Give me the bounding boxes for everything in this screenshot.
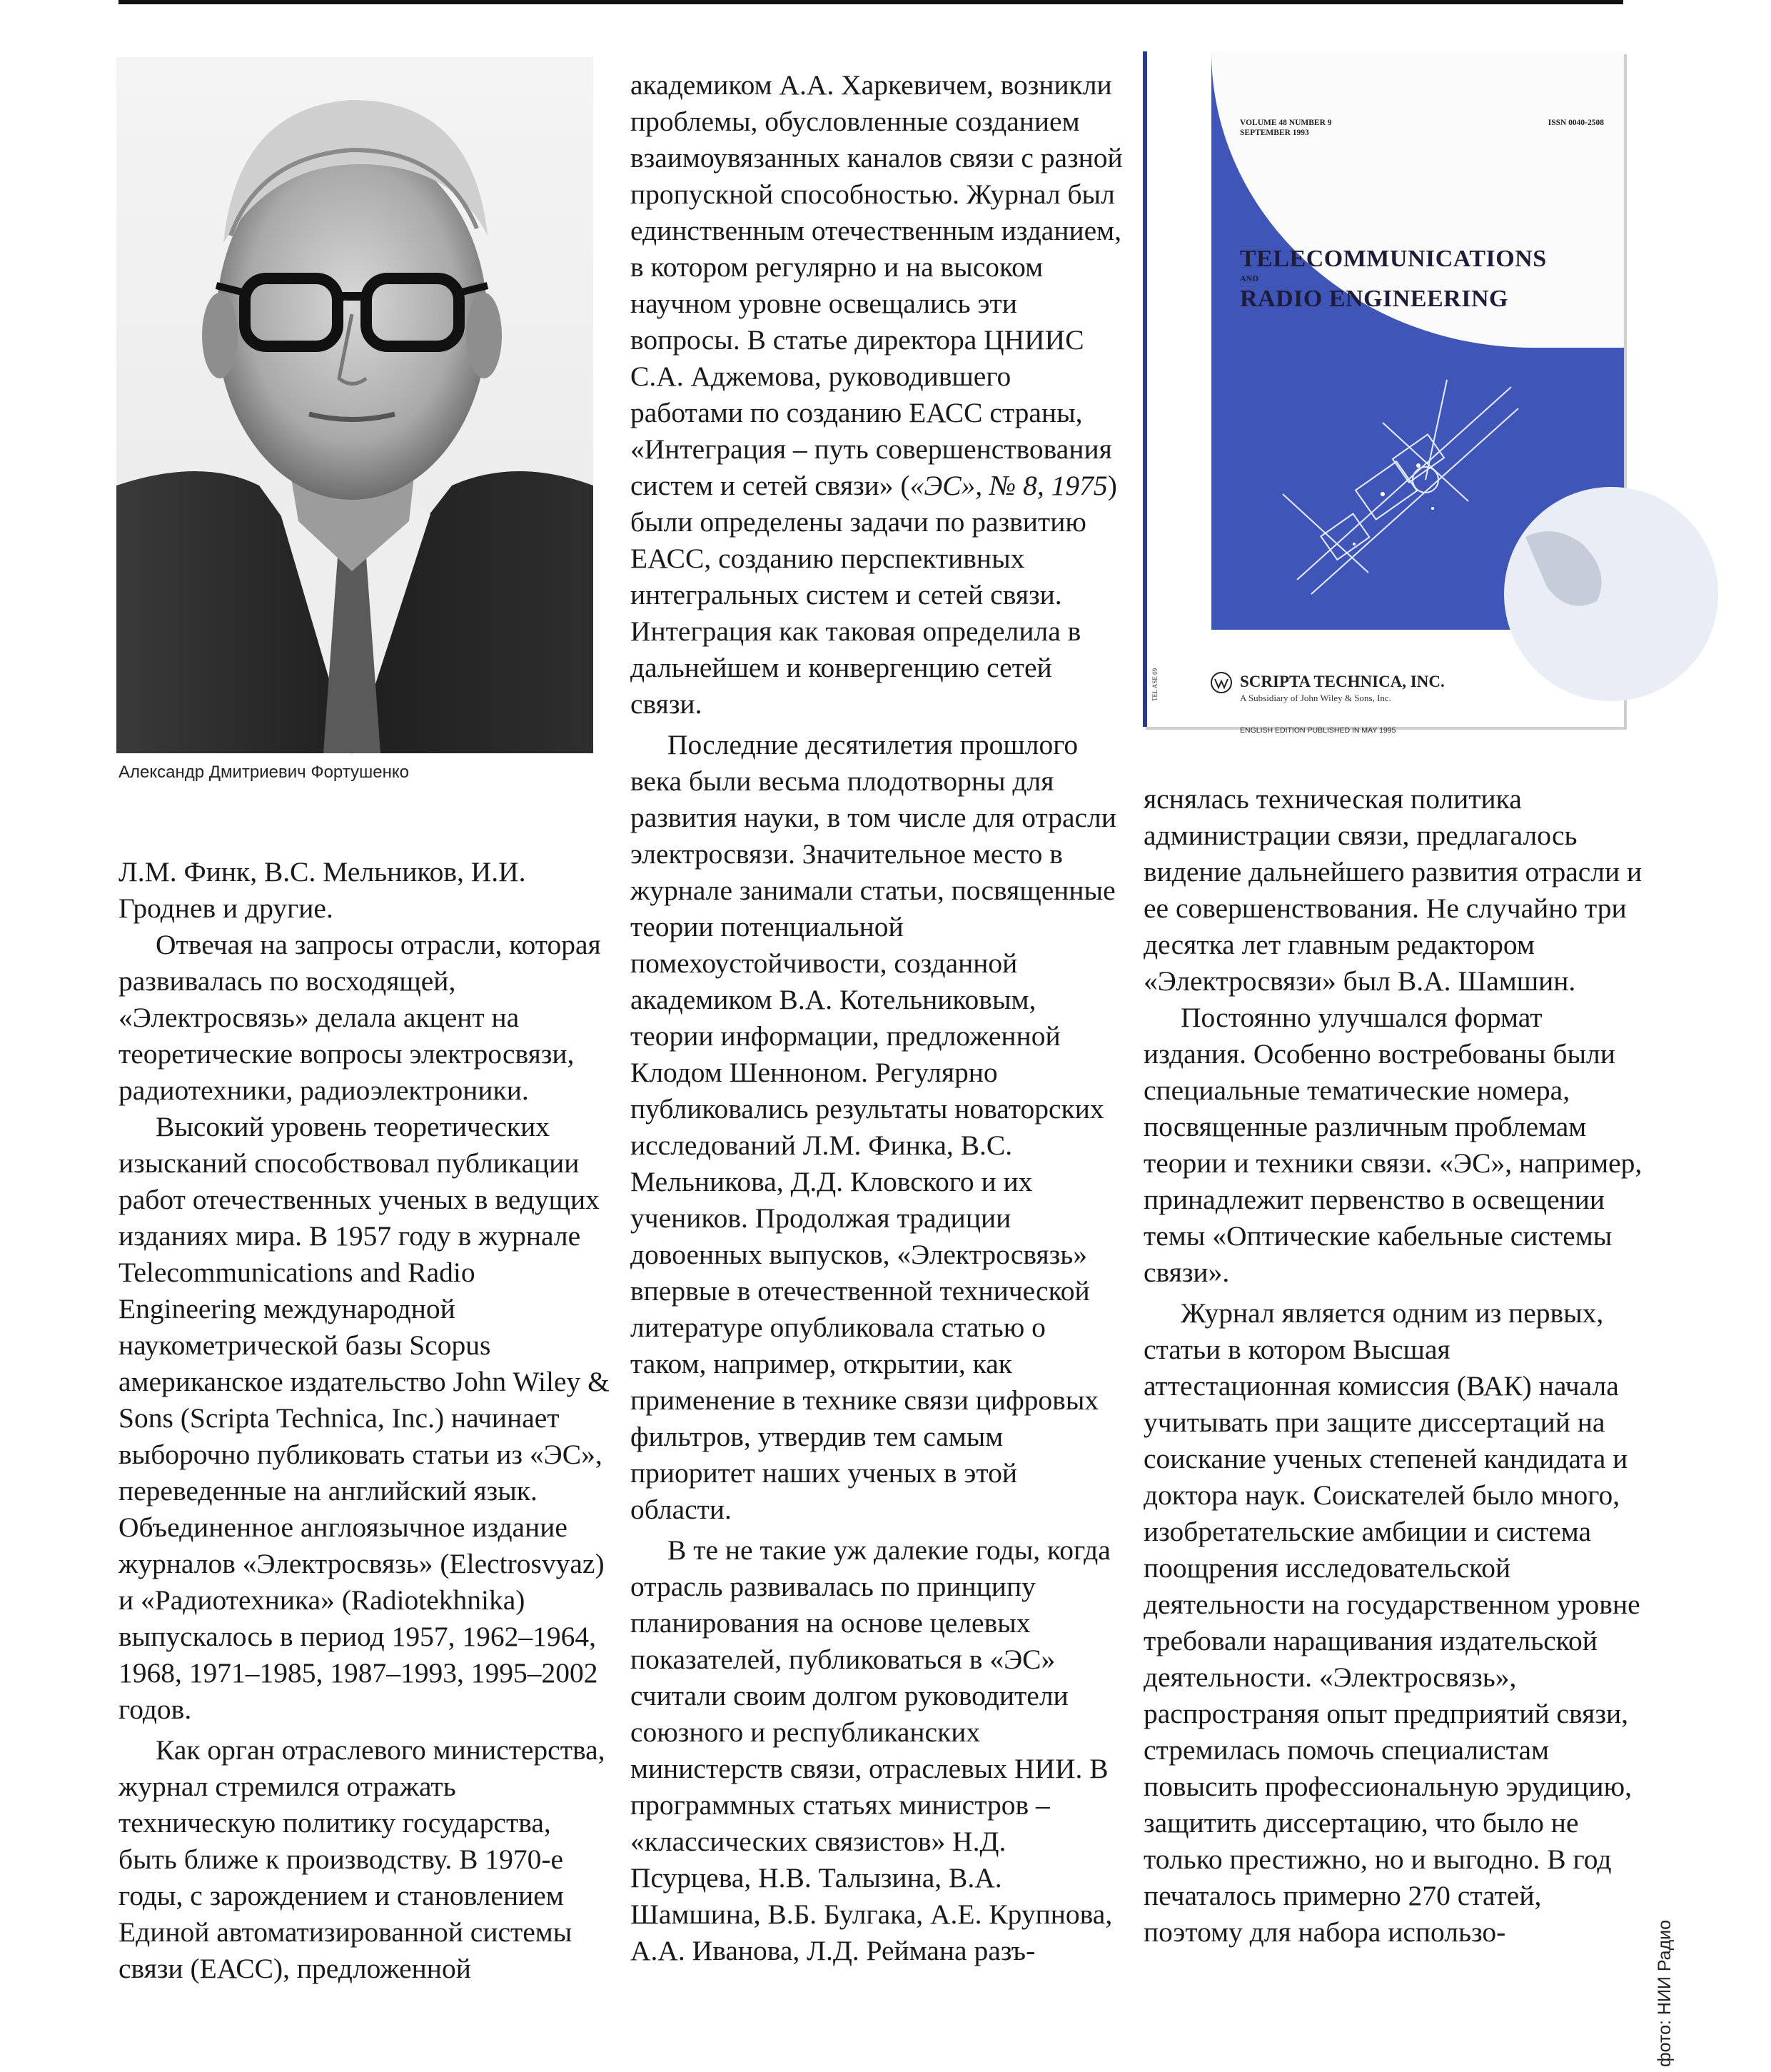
paragraph: яснялась техническая политика администрации связи, предлагалось видение дальнейшего развития отрасли и ее совершенствования. Не случайно три десятка лет главным редактором «Электросвязи» был В.А. Шамшин. [1144,783,1643,997]
paragraph: Отвечая на запросы отрасли, которая развивалась по восходящей, «Электросвязь» делала акцент на теоретические вопросы электросвязи, радиотехники, радиоэлектроники. [118,929,601,1106]
photo-caption: Александр Дмитриевич Фортушенко [118,763,409,782]
journal-cover [1143,51,1624,735]
cover-volume: VOLUME 48 NUMBER 9 [1240,119,1332,127]
paragraph: Последние десятилетия прошлого века были весьма плодотворны для развития науки, в том числе для отрасли электросвязи. Значительное место в журнале занимали статьи, посвященные теории потенциальной помехоустойчивости, созданной академиком В.А. Котельниковым, теории информации, предложенной Клодом Шенноном. Регулярно публиковались результаты новаторских исследований Л.М. Финка, В.С. Мельникова, Д.Д. Кловского и их учеников. Продолжая традиции довоенных выпусков, «Электросвязь» впервые в отечественной технической литературе опубликовала статью о таком, например, открытии, как применение в технике связи цифровых фильтров, утвердив тем самым приоритет наших ученых в этой области. [630,729,1116,1525]
paragraph-text: ) были определены задачи по развитию ЕАСС, созданию перспективных интегральных систем и сетей связи. Интеграция как таковая определила в дальнейшем и конвергенцию сетей связи. [630,470,1117,720]
reference-italic: «ЭС», № 8, 1975 [909,470,1108,501]
paragraph [630,67,1123,723]
top-rule [118,0,1623,4]
paragraph: Журнал является одним из первых, статьи в котором Высшая аттестационная комиссия (ВАК) начала учитывать при защите диссертаций на соискание ученых степеней кандидата и доктора наук. Соискателей было много, изобретательские амбиции и система поощрения исследовательской деятельности на государственном уровне требовали наращивания издательской деятельности. «Электросвязь», распространяя опыт предприятий связи, стремилась помочь специалистам повысить профессиональную эрудицию, защитить диссертацию, что было не только престижно, но и выгодно. В год печаталось примерно 270 статей, поэтому для набора использо- [1144,1297,1640,1948]
cover-publisher: SCRIPTA TECHNICA, INC. [1240,673,1445,690]
cover-title-line2: RADIO ENGINEERING [1240,286,1508,312]
paragraph-text: академиком А.А. Харкевичем, возникли проблемы, обусловленные созданием взаимоувязанных каналов связи с разной пропускной способностью. Журнал был единственным отечественным изданием, в котором регулярно и на высоком научном уровне освещались эти вопросы. В статье директора ЦНИИС С.А. Аджемова, руководившего работами по созданию ЕАСС страны, «Интеграция – путь совершенствования систем и сетей связи» ( [630,69,1123,501]
cover-title-and: AND [1240,273,1258,283]
photo-credit: фото: НИИ Радио [1655,1919,1675,2067]
cover-edition: ENGLISH EDITION PUBLISHED IN MAY 1995 [1240,726,1396,735]
paragraph: В те не такие уж далекие годы, когда отрасль развивалась по принципу планирования на основе целевых показателей, публиковаться в «ЭС» считали своим долгом руководители союзного и республиканских министерств связи, отраслевых НИИ. В программных статьях министров – «классических связистов» Н.Д. Псурцева, Н.В. Талызина, В.А. Шамшина, В.Б. Булгака, А.Е. Крупнова, А.А. Иванова, Л.Д. Реймана разъ- [630,1534,1113,1966]
text-column-3 [1144,781,1643,1951]
text-column-1 [118,854,611,1987]
scripta-logo-icon [1210,671,1233,694]
cover-date: SEPTEMBER 1993 [1240,129,1309,137]
paragraph: Постоянно улучшался формат издания. Особенно востребованы были специальные тематические номера, посвященные различным проблемам теории и техники связи. «ЭС», например, принадлежит первенство в освещении темы «Оптические кабельные системы связи». [1144,1002,1643,1288]
cover-subsidiary: A Subsidiary of John Wiley & Sons, Inc. [1240,693,1391,703]
paragraph: Как орган отраслевого министерства, журнал стремился отражать техническую политику государства, быть ближе к производству. В 1970-е годы, с зарождением и становлением Единой автоматизированной системы связи (ЕАСС), предложенной [118,1734,605,1984]
satellite-illustration [1211,358,1620,630]
paragraph: Л.М. Финк, В.С. Мельников, И.И. Гроднев и другие. [118,856,526,924]
text-column-2 [630,67,1123,1969]
cover-title-line1: TELECOMMUNICATIONS [1240,246,1547,272]
paragraph: Высокий уровень теоретических изысканий способствовал публикации работ отечественных ученых в ведущих изданиях мира. В 1957 году в журнале Telecommunications and Radio Engineering международной наукометрической базы Scopus американское издательство John Wiley & Sons (Scripta Technica, Inc.) начинает выборочно публиковать статьи из «ЭС», переведенные на английский язык. Объединенное англоязычное издание журналов «Электросвязь» (Electrosvyaz) и «Радиотехника» (Radiotekhnika) выпускалось в период 1957, 1962–1964, 1968, 1971–1985, 1987–1993, 1995–2002 годов. [118,1111,610,1725]
cover-code: TEL ASE 09 [1151,668,1159,701]
portrait-photo [116,57,593,753]
cover-issn: ISSN 0040-2508 [1548,119,1604,127]
